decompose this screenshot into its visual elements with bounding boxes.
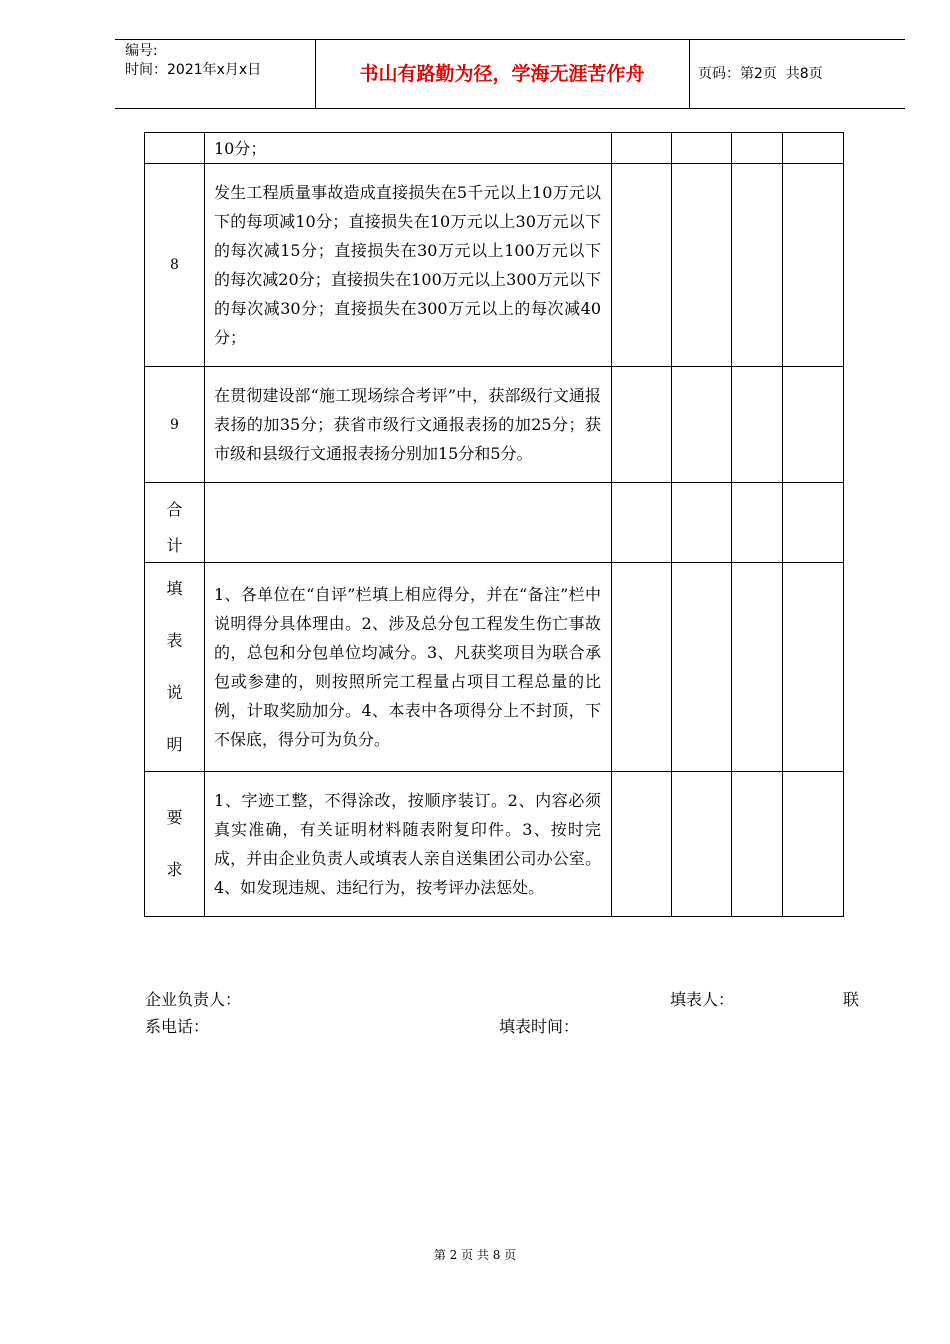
score-cell[interactable] <box>732 367 783 483</box>
instructions-text: 1、各单位在“自评”栏填上相应得分，并在“备注”栏中说明得分具体理由。2、涉及总分包工程发生伤亡事故的，总包和分包单位均减分。3、凡获奖项目为联合承包或参建的，则按照所完工程量占项目工程总量的比例，计取奖励加分。4、本表中各项得分上不封顶，下不保底，得分可为负分。 <box>205 563 612 772</box>
header-meta <box>115 40 316 108</box>
score-cell[interactable] <box>732 483 783 563</box>
time-label: 时间：2021年x月x日 <box>125 62 262 78</box>
score-cell[interactable] <box>783 133 844 164</box>
row-number <box>145 133 205 164</box>
table-row <box>145 164 844 367</box>
score-cell[interactable] <box>672 133 732 164</box>
table-row <box>145 133 844 164</box>
filler-label: 填表人： <box>670 990 735 1009</box>
score-cell[interactable] <box>612 164 672 367</box>
total-row <box>145 483 844 563</box>
row-criteria: 发生工程质量事故造成直接损失在5千元以上10万元以下的每项减10分；直接损失在10万元以上30万元以下的每次减15分；直接损失在30万元以上100万元以下的每次减20分；直接损失在100万元以上300万元以下的每次减30分；直接损失在300万元以上的每次减40分； <box>205 164 612 367</box>
score-cell[interactable] <box>672 367 732 483</box>
row-number: 9 <box>145 367 205 483</box>
row-criteria: 在贯彻建设部“施工现场综合考评”中，获部级行文通报表扬的加35分；获省市级行文通报表扬的加25分；获市级和县级行文通报表扬分别加15分和5分。 <box>205 367 612 483</box>
score-cell[interactable] <box>612 483 672 563</box>
page-number: 第 2 页 共 8 页 <box>433 1248 517 1262</box>
contact-label-start: 联 <box>843 990 860 1009</box>
row-criteria: 10分； <box>205 133 612 164</box>
total-cell[interactable] <box>205 483 612 563</box>
fill-time-label: 填表时间： <box>499 1017 580 1036</box>
page-header <box>115 39 905 109</box>
score-cell[interactable] <box>612 367 672 483</box>
score-cell[interactable] <box>672 483 732 563</box>
score-cell[interactable] <box>783 164 844 367</box>
requirements-text: 1、字迹工整，不得涂改，按顺序装订。2、内容必须真实准确，有关证明材料随表附复印件。3、按时完成，并由企业负责人或填表人亲自送集团公司办公室。4、如发现违规、违纪行为，按考评办法惩处。 <box>205 772 612 917</box>
requirements-row <box>145 772 844 917</box>
table-row <box>145 367 844 483</box>
score-cell[interactable] <box>672 563 732 772</box>
requirements-label: 要 求 <box>145 772 205 917</box>
score-cell[interactable] <box>672 772 732 917</box>
score-cell[interactable] <box>612 133 672 164</box>
score-cell[interactable] <box>732 133 783 164</box>
instructions-label: 填 表 说 明 <box>145 563 205 772</box>
total-label: 合 计 <box>145 483 205 563</box>
score-cell[interactable] <box>612 563 672 772</box>
score-cell[interactable] <box>732 772 783 917</box>
header-page-label: 页码：第2页 共8页 <box>698 66 823 82</box>
score-cell[interactable] <box>783 563 844 772</box>
contact-label-end: 系电话： <box>145 1017 210 1036</box>
score-cell[interactable] <box>783 772 844 917</box>
score-cell[interactable] <box>732 563 783 772</box>
score-cell[interactable] <box>783 483 844 563</box>
score-cell[interactable] <box>783 367 844 483</box>
score-cell[interactable] <box>672 164 732 367</box>
header-motto: 书山有路勤为径，学海无涯苦作舟 <box>315 40 690 108</box>
score-cell[interactable] <box>612 772 672 917</box>
serial-label: 编号: <box>125 43 158 59</box>
leader-label: 企业负责人： <box>145 990 242 1009</box>
evaluation-table <box>144 132 844 917</box>
instructions-row <box>145 563 844 772</box>
score-cell[interactable] <box>732 164 783 367</box>
row-number: 8 <box>145 164 205 367</box>
